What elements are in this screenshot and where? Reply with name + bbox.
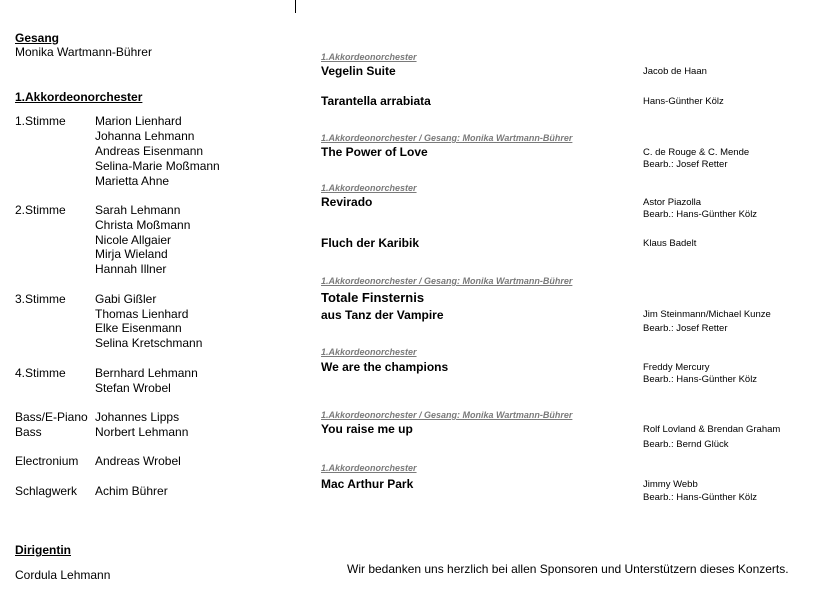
program-composer: Hans-Günther Kölz <box>643 96 724 107</box>
program-title: Mac Arthur Park <box>321 477 414 491</box>
gesang-heading: Gesang <box>15 31 60 45</box>
member-name: Hannah Illner <box>95 262 167 276</box>
member-name: Sarah Lehmann <box>95 203 181 217</box>
program-title: Vegelin Suite <box>321 64 396 78</box>
program-arranger: Bearb.: Hans-Günther Kölz <box>643 209 758 220</box>
member-name: Andreas Wrobel <box>95 454 181 468</box>
program-composer: Rolf Lovland & Brendan Graham <box>643 424 781 435</box>
program-title: The Power of Love <box>321 145 428 159</box>
member-name: Marietta Ahne <box>95 174 170 188</box>
program-composer: Jimmy Webb <box>643 479 698 490</box>
program-subtitle: aus Tanz der Vampire <box>321 308 444 322</box>
member-name: Selina Kretschmann <box>95 336 203 350</box>
member-name: Nicole Allgaier <box>95 233 172 247</box>
section-label: 2.Stimme <box>15 203 66 217</box>
program-composer: Klaus Badelt <box>643 238 697 249</box>
program-title: Revirado <box>321 195 373 209</box>
section-label: Electronium <box>15 454 79 468</box>
section-label: Schlagwerk <box>15 484 78 498</box>
member-name: Elke Eisenmann <box>95 321 182 335</box>
member-name: Andreas Eisenmann <box>95 144 204 158</box>
program-arranger: Bearb.: Josef Retter <box>643 159 728 170</box>
section-label: 3.Stimme <box>15 292 66 306</box>
member-name: Stefan Wrobel <box>95 381 171 395</box>
program-composer: Jim Steinmann/Michael Kunze <box>643 309 771 320</box>
member-name: Selina-Marie Moßmann <box>95 159 220 173</box>
sponsor-thanks: Wir bedanken uns herzlich bei allen Sponsoren und Unterstützern dieses Konzerts. <box>347 562 789 576</box>
member-name: Achim Bührer <box>95 484 168 498</box>
member-name: Bernhard Lehmann <box>95 366 198 380</box>
member-name: Norbert Lehmann <box>95 425 189 439</box>
program-arranger: Bearb.: Hans-Günther Kölz <box>643 492 758 503</box>
section-label: 1.Stimme <box>15 114 66 128</box>
member-name: Thomas Lienhard <box>95 307 189 321</box>
program-group: 1.Akkordeonorchester / Gesang: Monika Wartmann-Bührer <box>321 276 573 286</box>
member-name: Johanna Lehmann <box>95 129 195 143</box>
program-group: 1.Akkordeonorchester <box>321 52 417 62</box>
member-name: Mirja Wieland <box>95 247 168 261</box>
section-label: Bass <box>15 425 42 439</box>
program-composer: Freddy Mercury <box>643 362 710 373</box>
member-name: Johannes Lipps <box>95 410 180 424</box>
program-composer: C. de Rouge & C. Mende <box>643 147 750 158</box>
program-group: 1.Akkordeonorchester / Gesang: Monika Wartmann-Bührer <box>321 133 573 143</box>
program-title: Fluch der Karibik <box>321 236 420 250</box>
section-label: Bass/E-Piano <box>15 410 88 424</box>
program-arranger: Bearb.: Hans-Günther Kölz <box>643 374 758 385</box>
program-composer: Astor Piazolla <box>643 197 702 208</box>
program-group: 1.Akkordeonorchester <box>321 463 417 473</box>
conductor-heading: Dirigentin <box>15 543 71 557</box>
program-title: Tarantella arrabiata <box>321 94 431 108</box>
program-title: We are the champions <box>321 360 449 374</box>
program-group: 1.Akkordeonorchester <box>321 347 417 357</box>
program-arranger: Bearb.: Bernd Glück <box>643 439 729 450</box>
orchestra-heading: 1.Akkordeonorchester <box>15 90 143 104</box>
member-name: Marion Lienhard <box>95 114 182 128</box>
program-arranger: Bearb.: Josef Retter <box>643 323 728 334</box>
member-name: Christa Moßmann <box>95 218 191 232</box>
program-title: Totale Finsternis <box>321 290 425 305</box>
gesang-name: Monika Wartmann-Bührer <box>15 45 152 59</box>
member-name: Gabi Gißler <box>95 292 157 306</box>
program-group: 1.Akkordeonorchester <box>321 183 417 193</box>
program-composer: Jacob de Haan <box>643 66 707 77</box>
section-label: 4.Stimme <box>15 366 66 380</box>
text-cursor <box>295 0 296 13</box>
conductor-name: Cordula Lehmann <box>15 568 111 582</box>
program-group: 1.Akkordeonorchester / Gesang: Monika Wartmann-Bührer <box>321 410 573 420</box>
program-title: You raise me up <box>321 422 413 436</box>
